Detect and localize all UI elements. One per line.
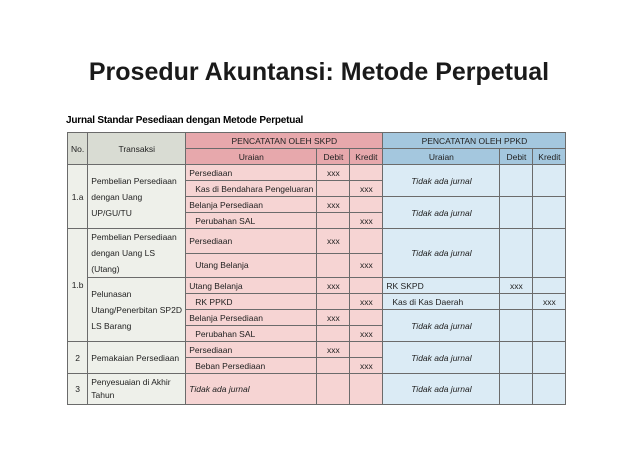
ppkd-kredit: [533, 165, 566, 197]
skpd-debit: xxx: [317, 278, 350, 294]
skpd-uraian: Persediaan: [186, 342, 317, 358]
skpd-uraian: Persediaan: [186, 229, 317, 254]
skpd-debit: [317, 213, 350, 229]
ppkd-debit: [500, 294, 533, 310]
ppkd-debit: xxx: [500, 278, 533, 294]
skpd-uraian: Perubahan SAL: [186, 326, 317, 342]
table-row: [68, 374, 566, 405]
skpd-kredit: [350, 310, 383, 326]
table-row: [68, 229, 566, 254]
row-no: 3: [68, 374, 88, 405]
ppkd-kredit: [533, 310, 566, 342]
ppkd-debit: [500, 342, 533, 374]
ppkd-uraian: Tidak ada jurnal: [383, 165, 500, 197]
ppkd-uraian: Tidak ada jurnal: [383, 229, 500, 278]
skpd-kredit: xxx: [350, 213, 383, 229]
skpd-debit: [317, 358, 350, 374]
skpd-uraian: Belanja Persediaan: [186, 197, 317, 213]
skpd-uraian: Beban Persediaan: [186, 358, 317, 374]
col-header-ppkd: PENCATATAN OLEH PPKD: [383, 133, 566, 149]
ppkd-kredit: [533, 278, 566, 294]
table-row: [68, 278, 566, 294]
ppkd-debit: [500, 229, 533, 278]
row-transaksi: Pembelian Persediaan dengan Uang UP/GU/TU: [88, 165, 186, 229]
skpd-kredit: [350, 165, 383, 181]
skpd-kredit: [350, 197, 383, 213]
ppkd-kredit: xxx: [533, 294, 566, 310]
row-transaksi: Pemakaian Persediaan: [88, 342, 186, 374]
col-header-skpd: PENCATATAN OLEH SKPD: [186, 133, 383, 149]
skpd-uraian: Belanja Persediaan: [186, 310, 317, 326]
skpd-debit: [317, 326, 350, 342]
slide-title: Prosedur Akuntansi: Metode Perpetual: [88, 58, 550, 86]
skpd-kredit: [350, 342, 383, 358]
skpd-uraian: Persediaan: [186, 165, 317, 181]
col-header-ppkd-kredit: Kredit: [533, 149, 566, 165]
table-caption: Jurnal Standar Pesediaan dengan Metode Perpetual: [66, 115, 304, 126]
skpd-kredit: [350, 278, 383, 294]
ppkd-kredit: [533, 229, 566, 278]
header-row-1: [68, 133, 566, 149]
ppkd-uraian: Tidak ada jurnal: [383, 197, 500, 229]
skpd-kredit: xxx: [350, 253, 383, 278]
skpd-kredit: xxx: [350, 181, 383, 197]
skpd-uraian: Utang Belanja: [186, 253, 317, 278]
col-header-no: No.: [68, 133, 88, 165]
skpd-kredit: [350, 374, 383, 405]
skpd-uraian: Utang Belanja: [186, 278, 317, 294]
col-header-ppkd-debit: Debit: [500, 149, 533, 165]
journal-table: [67, 132, 566, 405]
skpd-uraian: RK PPKD: [186, 294, 317, 310]
ppkd-uraian: RK SKPD: [383, 278, 500, 294]
col-header-transaksi: Transaksi: [88, 133, 186, 165]
row-no: 2: [68, 342, 88, 374]
ppkd-debit: [500, 165, 533, 197]
ppkd-uraian: Tidak ada jurnal: [383, 374, 500, 405]
ppkd-uraian: Tidak ada jurnal: [383, 342, 500, 374]
ppkd-kredit: [533, 342, 566, 374]
row-no: 1.b: [68, 229, 88, 342]
skpd-debit: [317, 181, 350, 197]
skpd-debit: [317, 374, 350, 405]
skpd-uraian: Kas di Bendahara Pengeluaran: [186, 181, 317, 197]
row-transaksi: Penyesuaian di Akhir Tahun: [88, 374, 186, 405]
ppkd-uraian: Tidak ada jurnal: [383, 310, 500, 342]
col-header-skpd-debit: Debit: [317, 149, 350, 165]
row-no: 1.a: [68, 165, 88, 229]
ppkd-debit: [500, 310, 533, 342]
skpd-kredit: xxx: [350, 358, 383, 374]
col-header-skpd-uraian: Uraian: [186, 149, 317, 165]
ppkd-debit: [500, 197, 533, 229]
table-row: [68, 165, 566, 181]
skpd-debit: xxx: [317, 197, 350, 213]
table-row: [68, 342, 566, 358]
skpd-debit: xxx: [317, 310, 350, 326]
ppkd-debit: [500, 374, 533, 405]
skpd-kredit: [350, 229, 383, 254]
skpd-uraian: Tidak ada jurnal: [186, 374, 317, 405]
ppkd-kredit: [533, 197, 566, 229]
skpd-debit: xxx: [317, 165, 350, 181]
skpd-uraian: Perubahan SAL: [186, 213, 317, 229]
col-header-skpd-kredit: Kredit: [350, 149, 383, 165]
skpd-debit: [317, 294, 350, 310]
skpd-kredit: xxx: [350, 326, 383, 342]
ppkd-kredit: [533, 374, 566, 405]
skpd-debit: xxx: [317, 342, 350, 358]
skpd-kredit: xxx: [350, 294, 383, 310]
skpd-debit: [317, 253, 350, 278]
row-transaksi: Pelunasan Utang/Penerbitan SP2D LS Barang: [88, 278, 186, 342]
row-transaksi: Pembelian Persediaan dengan Uang LS (Utang): [88, 229, 186, 278]
col-header-ppkd-uraian: Uraian: [383, 149, 500, 165]
ppkd-uraian: Kas di Kas Daerah: [383, 294, 500, 310]
skpd-debit: xxx: [317, 229, 350, 254]
